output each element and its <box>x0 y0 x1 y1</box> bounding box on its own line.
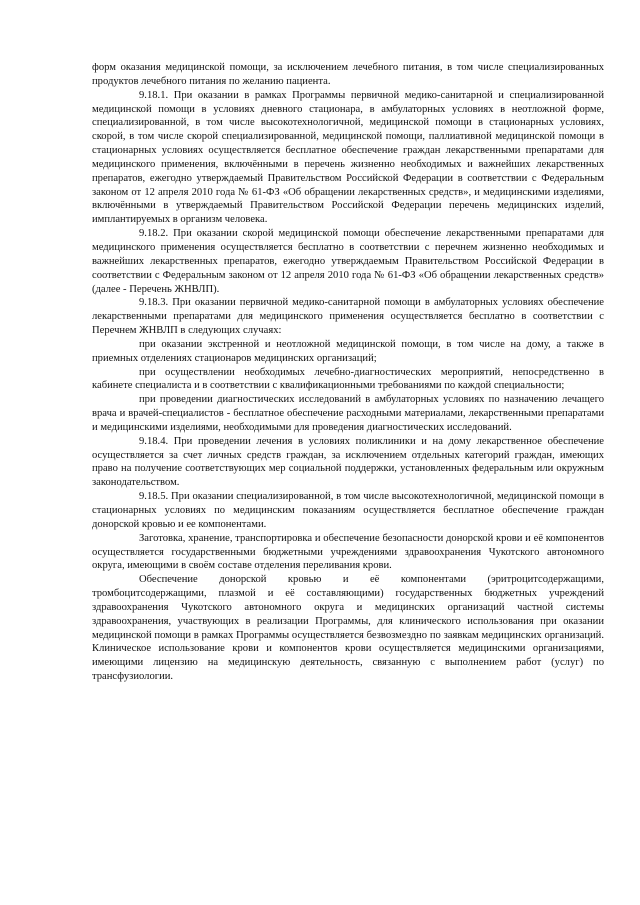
paragraph-9-18-4: 9.18.4. При проведении лечения в условиях поликлиники и на дому лекарственное обеспечение осуществляется за счет личных средств граждан, за исключением отдельных категорий граждан, имеющих право на получение соответствующих мер социальной поддержки, установленных федеральным или окружным законодательством. <box>92 435 604 489</box>
paragraph-9-18-5: 9.18.5. При оказании специализированной, в том числе высокотехнологичной, медицинской помощи в стационарных условиях по медицинским показаниям осуществляется бесплатное обеспечение граждан донорской кровью и ее компонентами. <box>92 491 604 530</box>
paragraph-1: форм оказания медицинской помощи, за исключением лечебного питания, в том числе специализированных продуктов лечебного питания по желанию пациента. <box>92 62 604 87</box>
paragraph-9-18-1: 9.18.1. При оказании в рамках Программы первичной медико-санитарной и специализированной медицинской помощи в условиях дневного стационара, в амбулаторных условиях в неотложной форме, специализированной, в том числе высокотехнологичной, медицинской помощи в стационарных условиях, скорой, в том числе скорой специализированной, медицинской помощи, паллиативной медицинской помощи в стационарных условиях осуществляется бесплатное обеспечение граждан лекарственными препаратами для медицинского применения, включёнными в перечень жизненно необходимых и важнейших лекарственных препаратов, ежегодно утверждаемый Правительством Российской Федерации в соответствии с Федеральным законом от 12 апреля 2010 года № 61-ФЗ «Об обращении лекарственных средств», и медицинскими изделиями, включёнными в утверждаемый Правительством Российской Федерации перечень медицинских изделий, имплантируемых в организм человека. <box>92 89 604 226</box>
paragraph-9-18-3: 9.18.3. При оказании первичной медико-санитарной помощи в амбулаторных условиях обеспечение лекарственными препаратами для медицинского применения осуществляется бесплатно в соответствии с Перечнем ЖНВЛП в следующих случаях: <box>92 297 604 337</box>
paragraph-case-emergency: при оказании экстренной и неотложной медицинской помощи, в том числе на дому, а также в приемных отделениях стационаров медицинских организаций; <box>92 338 604 364</box>
document-body <box>92 61 604 684</box>
paragraph-blood-procurement: Заготовка, хранение, транспортировка и обеспечение безопасности донорской крови и её компонентов осуществляется государственными бюджетными учреждениями здравоохранения Чукотского автономного округа, имеющими в своём составе отделения переливания крови. <box>92 532 604 572</box>
paragraph-case-diagnostics: при осуществлении необходимых лечебно-диагностических мероприятий, непосредственно в кабинете специалиста и в соответствии с квалификационными требованиями по каждой специальности; <box>92 366 604 392</box>
paragraph-case-research: при проведении диагностических исследований в амбулаторных условиях по назначению лечащего врача и врачей-специалистов - бесплатное обеспечение расходными материалами, лекарственными препаратами и медицинскими изделиями, необходимыми для проведения диагностических исследований. <box>92 394 604 433</box>
paragraph-9-18-2: 9.18.2. При оказании скорой медицинской помощи обеспечение лекарственными препаратами для медицинского применения осуществляется бесплатно в соответствии с перечнем жизненно необходимых и важнейших лекарственных препаратов, ежегодно утверждаемым Правительством Российской Федерации в соответствии с Федеральным законом от 12 апреля 2010 года № 61-ФЗ «Об обращении лекарственных средств» (далее - Перечень ЖНВЛП). <box>92 228 604 295</box>
paragraph-blood-supply: Обеспечение донорской кровью и её компонентами (эритроцитсодержащими, тромбоцитсодержащими, плазмой и её составляющими) государственных бюджетных учреждений здравоохранения Чукотского автономного округа и медицинских организаций частной системы здравоохранения, участвующих в реализации Программы, для клинического использования при оказании медицинской помощи в рамках Программы осуществляется безвозмездно по заявкам медицинских организаций. Клиническое использование крови и компонентов крови осуществляется медицинскими организациями, имеющими лицензию на медицинскую деятельность, связанную с выполнением работ (услуг) по трансфузиологии. <box>92 574 604 683</box>
